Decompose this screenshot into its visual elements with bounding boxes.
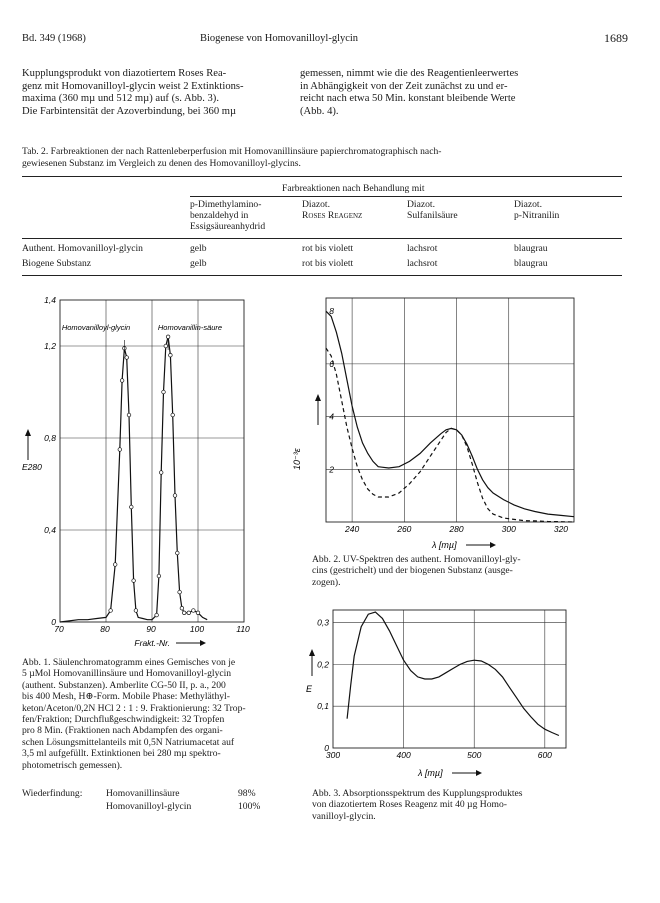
recovery-label: Wiederfindung: [22, 788, 83, 799]
y-tick-label: 1,2 [44, 341, 56, 351]
x-tick-label: 240 [345, 524, 360, 534]
data-point [134, 609, 138, 613]
recovery-value: 100% [238, 801, 261, 812]
table-group-header: Farbreaktionen nach Behandlung mit [282, 183, 425, 194]
x-tick-label: 110 [236, 624, 250, 634]
text-line: in Abhängigkeit von der Zeit zunächst zu und er- [300, 80, 508, 92]
header-line: Diazot. [407, 199, 435, 210]
x-tick-label: 300 [501, 524, 516, 534]
arrow-head-icon [25, 429, 31, 436]
data-point [127, 413, 131, 417]
header-line: Diazot. [302, 199, 330, 210]
data-point [130, 505, 134, 509]
header-line: benzaldehyd in [190, 210, 249, 222]
recovery-value: 98% [238, 788, 256, 799]
text-line: (Abb. 4). [300, 105, 339, 117]
table-cell: blaugrau [514, 243, 548, 254]
data-point [162, 390, 166, 394]
data-point [164, 344, 168, 348]
table-cell: rot bis violett [302, 243, 354, 254]
header-line: Diazot. [514, 199, 542, 210]
caption-line: vanilloyl-glycin. [312, 810, 376, 822]
caption-line: 3,5 ml aufgefüllt. Extinktionen bei 280 mµ spektro- [22, 748, 221, 760]
text-line: maxima (360 mµ und 512 mµ) auf (s. Abb. 3). [22, 93, 219, 105]
page-number: 1689 [604, 31, 628, 45]
caption-line: zogen). [312, 576, 341, 588]
series-line-1 [326, 348, 574, 522]
running-header-title: Biogenese von Homovanilloyl-glycin [200, 33, 359, 44]
y-tick-label: 6 [329, 358, 334, 369]
header-line: Essigsäureanhydrid [190, 221, 266, 233]
series-line-0 [326, 311, 574, 517]
x-tick-label: 70 [54, 624, 64, 634]
arrow-head-icon [476, 770, 482, 776]
y-tick-label: 0,1 [317, 701, 329, 712]
caption-line: gewiesenen Substanz im Vergleich zu denen des Homovanilloyl-glycins. [22, 157, 301, 169]
chart-abb-1 [22, 295, 250, 648]
x-tick-label: 80 [100, 624, 110, 634]
caption-line: schen Lösungsmittelanteils mit 0,5N Natriumacetat auf [22, 736, 235, 748]
table-cell: lachsrot [407, 243, 438, 254]
caption-line: (authent. Substanzen). Amberlite CG-50 II, p. a., 200 [22, 679, 226, 691]
data-point [169, 353, 173, 357]
caption-line: cins (gestrichelt) und der biogenen Substanz (ausge- [312, 565, 513, 577]
caption-line: Abb. 2. UV-Spektren des authent. Homovanilloyl-gly- [312, 554, 521, 565]
figure-2-caption [312, 554, 632, 588]
x-tick-label: 400 [396, 750, 411, 760]
arrow-head-icon [309, 649, 315, 656]
x-axis-label: λ [mµ] [432, 540, 457, 550]
y-axis-label: E280 [22, 462, 42, 472]
table-cell: rot bis violett [302, 258, 354, 269]
data-point [155, 613, 159, 617]
table-cell: Biogene Substanz [22, 258, 92, 269]
x-tick-label: 320 [553, 524, 569, 534]
y-tick-label: 0,2 [317, 659, 329, 670]
data-point [120, 379, 124, 383]
x-tick-label: 300 [325, 750, 341, 760]
header-line: Sulfanilsäure [407, 210, 458, 222]
caption-line: Tab. 2. Farbreaktionen der nach Rattenleberperfusion mit Homovanillinsäure papierchromatographisch nach- [22, 146, 442, 157]
y-tick-label: 8 [329, 306, 334, 317]
caption-line: Abb. 3. Absorptionsspektrum des Kupplungsproduktes [312, 788, 523, 799]
y-tick-label: 0,4 [44, 525, 56, 535]
caption-line: photometrisch gemessen). [22, 759, 123, 771]
text-line: Kupplungsprodukt von diazotiertem Roses Rea- [22, 68, 227, 79]
peak-label-homovanilloyl-glycin: Homovanilloyl-glycin [61, 323, 131, 332]
recovery-block [22, 788, 290, 818]
x-axis-label: Frakt.-Nr. [134, 638, 170, 648]
plot-frame [326, 298, 574, 522]
data-point [171, 413, 175, 417]
text-line: Die Farbintensität der Azoverbindung, bei 360 mµ [22, 105, 237, 117]
x-tick-label: 260 [397, 524, 412, 534]
data-point [196, 611, 200, 615]
data-point [192, 609, 196, 613]
table-cell: gelb [190, 258, 207, 269]
data-point [132, 579, 136, 583]
data-point [178, 590, 182, 594]
data-point [176, 551, 180, 555]
data-point [113, 563, 117, 567]
header-line: p-Nitranilin [514, 210, 560, 222]
chart-abb-2 [292, 298, 574, 550]
x-tick-label: 280 [449, 524, 464, 534]
y-tick-label: 1,4 [44, 295, 56, 305]
arrow-head-icon [200, 640, 206, 646]
y-tick-label: 2 [329, 464, 334, 475]
table-cell: Authent. Homovanilloyl-glycin [22, 243, 143, 254]
y-tick-label: 0,8 [44, 433, 56, 443]
recovery-name: Homovanillinsäure [106, 788, 180, 799]
data-point [187, 611, 191, 615]
data-point [109, 609, 113, 613]
table-cell: blaugrau [514, 258, 548, 269]
x-tick-label: 100 [189, 624, 205, 634]
data-point [173, 494, 177, 498]
caption-line: bis 400 Mesh, H⊕-Form. Mobile Phase: Methyläthyl- [22, 691, 230, 703]
data-point [118, 448, 122, 452]
y-axis-label: 10⁻³ε [292, 448, 302, 470]
x-tick-label: 90 [146, 624, 156, 634]
y-tick-label: 0 [51, 617, 56, 627]
x-tick-label: 600 [537, 750, 552, 760]
peak-label-homovanillinsaeure: Homovanillin-säure [157, 323, 223, 332]
header-line: Roses Reagenz [302, 210, 363, 222]
data-point [159, 471, 163, 475]
figure-1-caption [22, 657, 290, 771]
recovery-name: Homovanilloyl-glycin [106, 801, 192, 812]
caption-line: pro 8 Min. (Fraktionen nach Abdampfen des organi- [22, 725, 223, 737]
data-point [182, 611, 186, 615]
caption-line: 5 µMol Homovanillinsäure und Homovanilloyl-glycin [22, 668, 232, 680]
arrow-head-icon [315, 394, 321, 401]
y-axis-label: E [306, 684, 313, 694]
caption-line: von diazotiertem Roses Reagenz mit 40 µg Homo- [312, 799, 507, 811]
table-cell: lachsrot [407, 258, 438, 269]
caption-line: keton/Aceton/0,2N HCl 2 : 1 : 9. Fraktionierung: 32 Trop- [22, 702, 246, 714]
y-tick-label: 0,3 [317, 617, 329, 628]
caption-line: Abb. 1. Säulenchromatogramm eines Gemisches von je [22, 657, 236, 668]
y-tick-label: 0 [324, 743, 329, 753]
figure-3-caption [312, 788, 632, 822]
data-point [166, 335, 170, 339]
text-line: gemessen, nimmt wie die des Reagentienleerwertes [300, 68, 519, 79]
data-point [157, 574, 161, 578]
x-tick-label: 500 [467, 750, 482, 760]
chart-abb-3 [306, 610, 566, 778]
data-point [180, 606, 184, 610]
running-header-left: Bd. 349 (1968) [22, 33, 86, 44]
y-tick-label: 4 [329, 411, 334, 422]
data-point [125, 356, 129, 360]
text-line: genz mit Homovanilloyl-glycin weist 2 Extinktions- [22, 80, 244, 92]
series-line-0 [347, 612, 559, 735]
text-line: reicht nach etwa 50 Min. konstant bleibende Werte [300, 93, 516, 105]
x-axis-label: λ [mµ] [418, 768, 443, 778]
plot-frame [333, 610, 566, 748]
caption-line: fen/Fraktion; Durchflußgeschwindigkeit: 32 Tropfen [22, 714, 225, 726]
table-cell: gelb [190, 243, 207, 254]
header-line: p-Dimethylamino- [190, 199, 262, 210]
arrow-head-icon [490, 542, 496, 548]
